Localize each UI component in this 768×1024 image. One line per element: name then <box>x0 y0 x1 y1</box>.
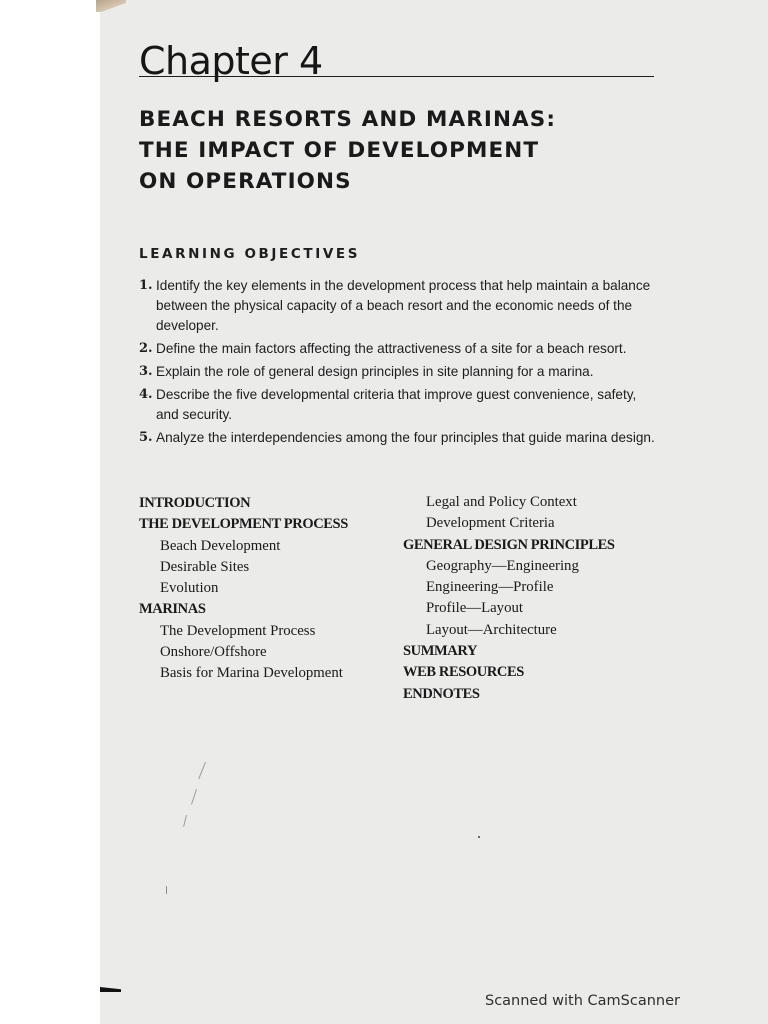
scanner-watermark: Scanned with CamScanner <box>484 993 680 1009</box>
contents-heading-marinas: MARINAS <box>139 601 206 618</box>
objective-item <box>139 339 659 359</box>
objective-text: Define the main factors affecting the attractiveness of a site for a beach resort. <box>156 341 627 356</box>
contents-heading-development-process: THE DEVELOPMENT PROCESS <box>139 516 348 533</box>
contents-subitem: Geography—Engineering <box>426 557 579 574</box>
chapter-subtitle-line: THE IMPACT OF DEVELOPMENT <box>139 138 540 163</box>
objective-item <box>139 362 659 382</box>
contents-heading-general-design-principles: GENERAL DESIGN PRINCIPLES <box>403 536 615 553</box>
contents-heading-summary: SUMMARY <box>403 643 478 660</box>
contents-subitem: Beach Development <box>160 537 281 554</box>
objective-number: 2. <box>139 341 153 356</box>
chapter-contents-left-column <box>139 493 348 685</box>
chapter-subtitle-line: ON OPERATIONS <box>139 169 352 194</box>
scan-speck <box>478 836 480 838</box>
page-corner-mark <box>96 0 126 12</box>
chapter-subtitle <box>139 104 556 197</box>
chapter-contents-right-column <box>403 492 615 705</box>
contents-subitem: Layout—Architecture <box>426 621 557 638</box>
contents-subitem: Engineering—Profile <box>426 579 554 596</box>
contents-subitem: Basis for Marina Development <box>160 665 343 682</box>
objective-number: 3. <box>139 364 153 379</box>
objective-item <box>139 385 659 425</box>
contents-subitem: Desirable Sites <box>160 558 250 575</box>
objective-text: Explain the role of general design principles in site planning for a marina. <box>156 364 594 379</box>
objective-text: Describe the five developmental criteria that improve guest convenience, safety, and security. <box>156 387 637 422</box>
learning-objectives-list <box>139 276 659 451</box>
chapter-title-rule <box>139 76 654 77</box>
contents-subitem: Evolution <box>160 580 219 597</box>
scan-speck <box>166 886 167 894</box>
learning-objectives-heading: LEARNING OBJECTIVES <box>139 246 361 262</box>
contents-heading-endnotes: ENDNOTES <box>403 685 480 702</box>
objective-item <box>139 276 659 336</box>
objective-item <box>139 428 659 448</box>
contents-heading-web-resources: WEB RESOURCES <box>403 664 524 681</box>
contents-subitem: Development Criteria <box>426 515 555 532</box>
objective-number: 1. <box>139 278 153 293</box>
contents-heading-introduction: INTRODUCTION <box>139 495 251 511</box>
contents-subitem: Profile—Layout <box>426 600 523 617</box>
objective-number: 5. <box>139 430 153 445</box>
contents-subitem: Legal and Policy Context <box>426 494 577 510</box>
chapter-title: Chapter 4 <box>139 39 323 83</box>
contents-subitem: Onshore/Offshore <box>160 644 267 661</box>
contents-subitem: The Development Process <box>160 622 316 639</box>
objective-number: 4. <box>139 387 153 402</box>
objective-text: Analyze the interdependencies among the four principles that guide marina design. <box>156 430 655 445</box>
objective-text: Identify the key elements in the development process that help maintain a balance between the physical capacity of a beach resort and the economic needs of the developer. <box>156 278 651 333</box>
chapter-subtitle-line: BEACH RESORTS AND MARINAS: <box>139 107 557 132</box>
